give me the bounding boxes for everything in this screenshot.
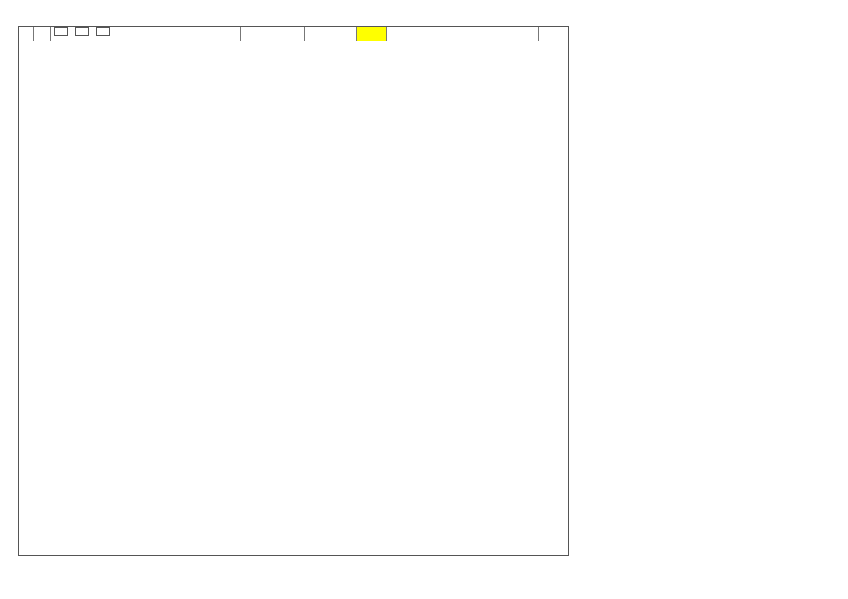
header-mid2	[305, 27, 357, 41]
header-mid	[241, 27, 305, 41]
header-number-col	[34, 27, 51, 41]
header-resultat	[357, 27, 387, 41]
header-counter	[51, 27, 241, 41]
header-right	[387, 27, 539, 41]
counter-box-2	[75, 27, 89, 36]
header-question-col	[19, 27, 34, 41]
quiz-sheet	[18, 26, 569, 556]
counter-box-3	[96, 27, 110, 36]
header-last	[538, 27, 568, 41]
counter-box-1	[54, 27, 68, 36]
